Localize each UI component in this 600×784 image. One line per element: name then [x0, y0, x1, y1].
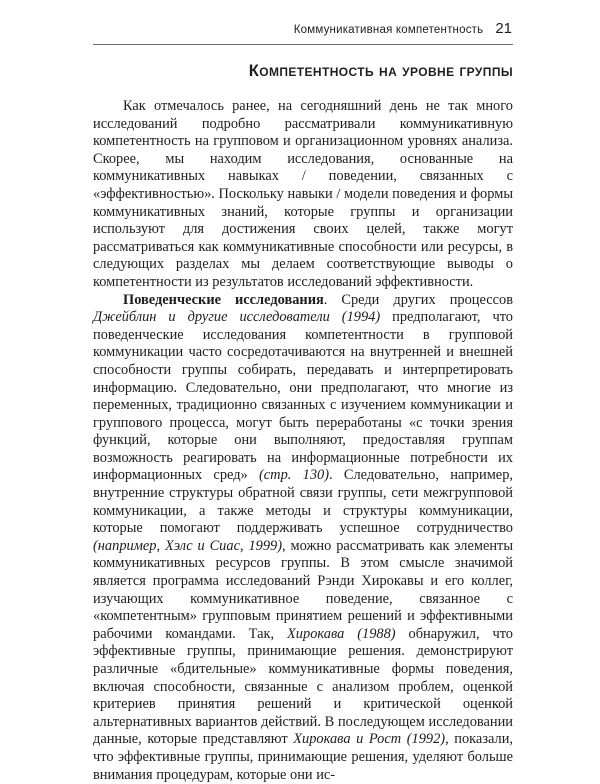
- citation: Хирокава и Рост (1992): [293, 731, 446, 748]
- paragraph-text: . Следовательно, например, внутренние структуры обратной связи группы, сети межгрупповой коммуникации, а также методы и структуры коммуникации, которые помогают поддерживать успешное сотрудничество: [93, 467, 513, 537]
- run-in-heading: Поведенческие исследования: [123, 291, 324, 308]
- paragraph-text: , показали, что эффективные группы, принимающие решения, уделяют больше внимания процедурам, которые они ис-: [93, 731, 513, 783]
- section-heading: Компетентность на уровне группы: [248, 62, 513, 80]
- citation: (стр. 130): [247, 467, 330, 484]
- paragraph-text: , можно рассматривать как элементы коммуникативных ресурсов группы. В этом смысле значимой является программа исследований Рэнди Хирокавы и его коллег, изучающих коммуникативное поведение, связанное с «компетентным» групповым принятием решений и эффективными рабочими командами. Так,: [93, 537, 513, 642]
- paragraph-text: . Среди других процессов: [323, 291, 513, 308]
- running-title: Коммуникативная компетентность: [293, 24, 484, 36]
- paragraph-behavioral-research: [93, 292, 513, 784]
- citation: (например, Хэлс и Сиас, 1999): [93, 537, 283, 554]
- paragraph-intro: Как отмечалось ранее, на сегодняшний день не так много исследований подробно рассматривали коммуникативную компетентность на групповом и организационном уровнях анализа. Скорее, мы находим исследования, основанные на коммуникативных навыках / поведении, связанных с «эффективностью». Поскольку навыки / модели поведения и формы коммуникативных знаний, которые группы и организации используют для достижения своих целей, также могут рассматриваться как коммуникативные способности или ресурсы, в следующих разделах мы делаем соответствующие выводы о компетентности из результатов исследований эффективности.: [93, 98, 513, 290]
- citation: Джейблин и другие исследователи (1994): [93, 309, 381, 326]
- citation: Хирокава (1988): [287, 625, 396, 642]
- paragraph-text: предполагают, что поведенческие исследования компетентности в групповой коммуникации часто сосредотачиваются на внутренней и внешней способности группы собирать, передавать и интерпретировать информацию. Следовательно, они предполагают, что многие из переменных, традиционно связанных с изучением коммуникации и группового процесса, могут быть переработаны «с точки зрения функций, которые они выполняют, предоставляя группам возможность реагировать на информационные потребности их информационных сред»: [93, 309, 513, 484]
- running-head: [294, 20, 512, 37]
- header-rule: [93, 44, 513, 45]
- page-number: 21: [495, 20, 512, 37]
- body-text: [93, 98, 513, 784]
- paragraph-text: обнаружил, что эффективные группы, принимающие решения. демонстрируют различные «бдительные» коммуникативные формы поведения, включая способности, связанные с анализом проблем, оценкой критериев принятия решений и критической оценкой альтернативных вариантов действий. В последующем исследовании данные, которые представляют: [93, 625, 513, 748]
